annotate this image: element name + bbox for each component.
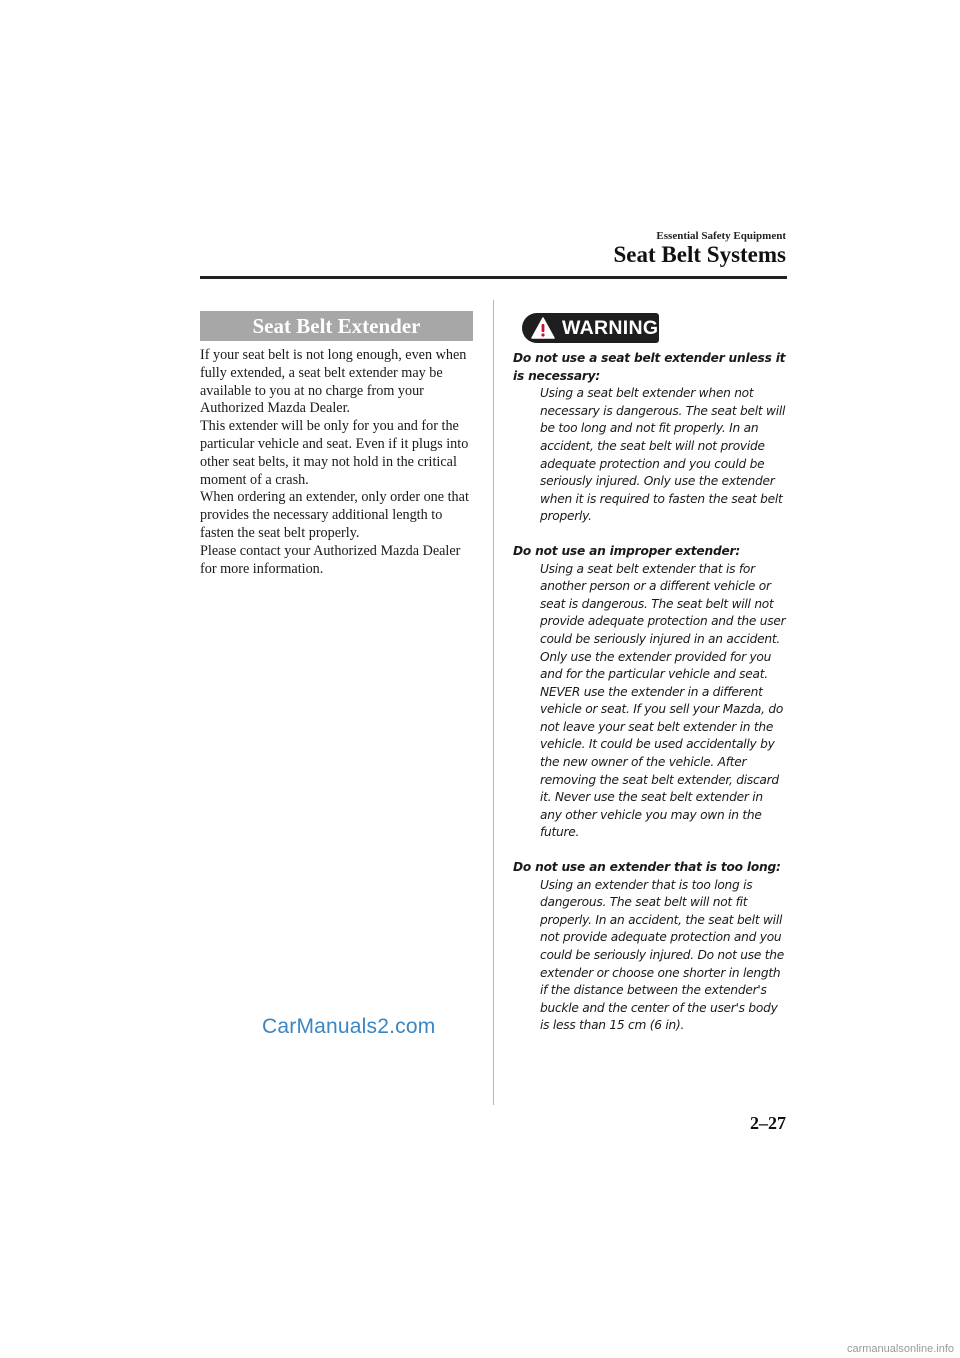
page-number: 2–27 [750,1113,786,1133]
warning-list [513,350,788,1052]
body-paragraph: This extender will be only for you and for the particular vehicle and seat. Even if it plugs into other seat belts, it may not hold in the critical moment of a crash. [200,418,469,488]
warning-body: Using a seat belt extender when not necessary is dangerous. The seat belt will be too long and not fit properly. In an accident, the seat belt will not provide adequate protection and you could be seriously injured. Only use the extender when it is required to fasten the seat belt properly. [540,386,786,524]
watermark-link[interactable]: CarManuals2.com [262,1015,436,1038]
exclamation-triangle-icon [531,317,555,339]
warning-label: WARNING [562,316,659,339]
page-title: Seat Belt Systems [613,242,786,267]
column-divider [493,300,494,1105]
body-paragraph: If your seat belt is not long enough, even when fully extended, a seat belt extender may be available to you at no charge from your Authorized Mazda Dealer. [200,347,467,417]
body-paragraph: Please contact your Authorized Mazda Dealer for more information. [200,542,461,577]
warning-item [513,350,788,526]
chapter-label: Essential Safety Equipment [656,230,786,242]
warning-heading: Do not use an extender that is too long: [513,860,781,875]
warning-heading: Do not use a seat belt extender unless it is necessary: [513,351,786,383]
section-title-banner: Seat Belt Extender [200,311,473,341]
warning-body: Using an extender that is too long is dangerous. The seat belt will not fit properly. In an accident, the seat belt will not provide adequate protection and you could be seriously injured. Do not use the extender or choose one shorter in length if the distance between the extender's buckle and the center of the user's body is less than 15 cm (6 in). [540,877,784,1033]
warning-item [513,543,788,842]
header-divider [200,276,787,279]
warning-heading: Do not use an improper extender: [513,543,741,558]
warning-badge [522,313,659,343]
warning-body: Using a seat belt extender that is for another person or a different vehicle or seat is dangerous. The seat belt will not provide adequate protection and the user could be seriously injured in an accident. Only use the extender provided for you and for the particular vehicle and seat. NEVER use the extender in a different vehicle or seat. If you sell your Mazda, do not leave your seat belt extender in the vehicle. It could be used accidentally by the new owner of the vehicle. After removing the seat belt extender, discard it. Never use the seat belt extender in any other vehicle you may own in the future. [540,561,786,840]
warning-item [513,859,788,1035]
body-paragraph: When ordering an extender, only order one that provides the necessary additional length to fasten the seat belt properly. [200,489,469,541]
section-body [200,347,476,578]
footer-watermark: carmanualsonline.info [846,1343,954,1355]
